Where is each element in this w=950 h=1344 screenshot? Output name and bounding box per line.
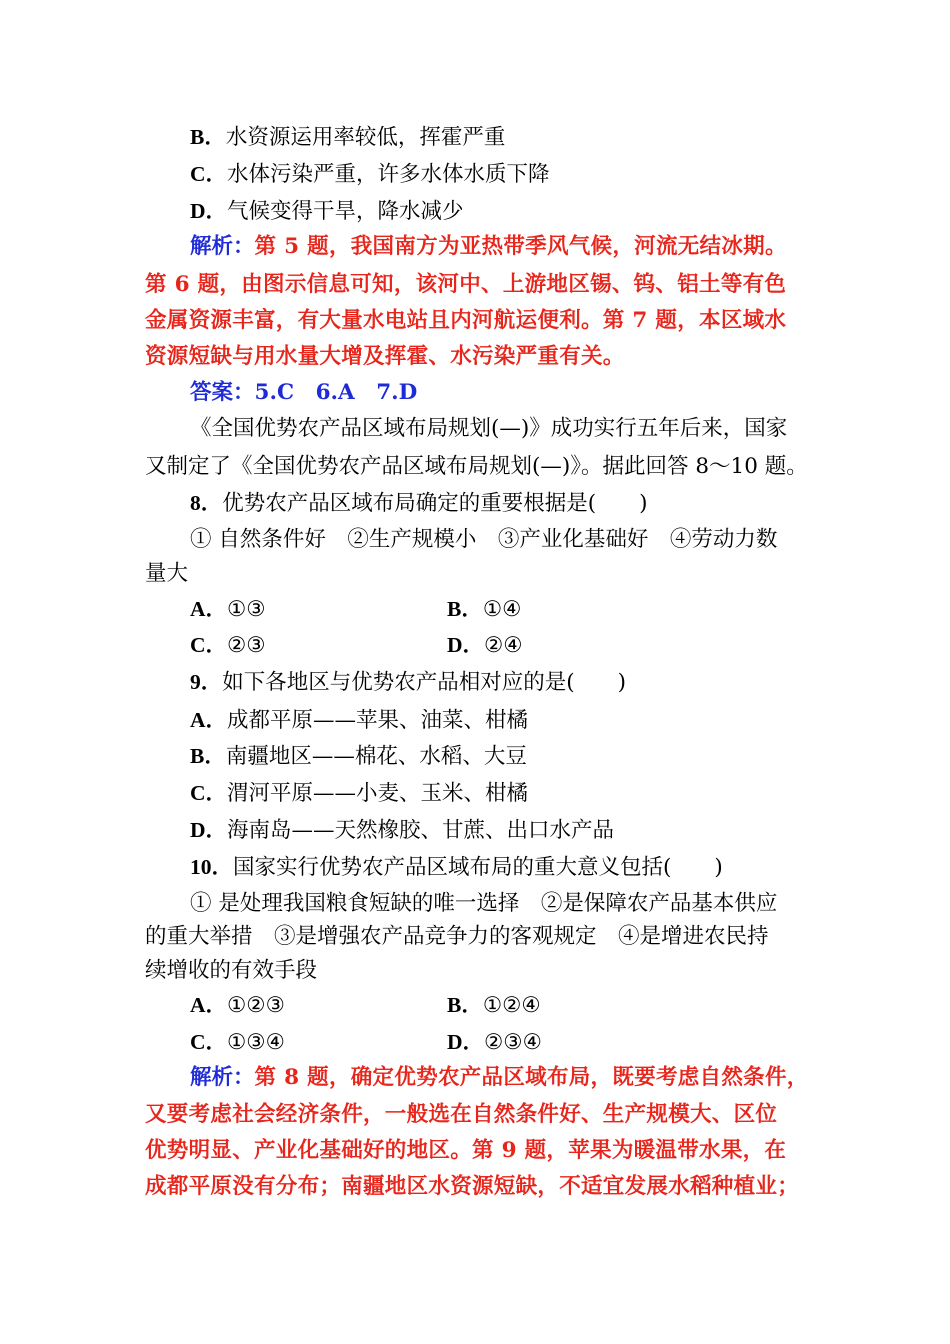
option-label: D． [447,633,485,657]
text-line [190,594,266,624]
line-text: ① 自然条件好 ②生产规模小 ③产业化基础好 ④劳动力数 [190,527,778,552]
text-line [190,196,464,226]
line-text: 量大 [145,561,189,586]
line-text: 第 6 题，由图示信息可知，该河中、上游地区锡、钨、铝土等有色 [145,272,787,297]
option-label: C． [190,1030,228,1054]
text-line [190,1027,285,1057]
option-label: A． [190,993,228,1017]
line-text: 渭河平原——小麦、玉米、柑橘 [227,781,529,806]
line-text: 第 8 题，确定优势农产品区域布局，既要考虑自然条件， [254,1065,809,1090]
line-text: ②④ [484,633,523,658]
text-line [190,990,285,1020]
line-text: 金属资源丰富，有大量水电站且内河航运便利。第 7 题，本区域水 [145,308,787,333]
line-text: 成都平原没有分布；南疆地区水资源短缺，不适宜发展水稻种植业； [145,1174,800,1199]
text-line [145,559,188,589]
text-line [190,852,723,882]
line-text: 第 5 题，我国南方为亚热带季风气候，河流无结冰期。 [254,234,787,259]
option-label: A． [190,597,228,621]
line-text: 优势农产品区域布局确定的重要根据是( ) [222,491,648,516]
text-line [145,1172,799,1202]
line-text: 成都平原——苹果、油菜、柑橘 [227,708,529,733]
section-label: 5.C 6.A 7.D [254,380,418,405]
line-text: 海南岛——天然橡胶、甘蔗、出口水产品 [227,818,615,843]
text-line-right-option [447,594,521,624]
text-line [145,342,625,372]
text-line [190,159,550,189]
section-label: 答案： [190,380,255,405]
text-line [190,667,626,697]
line-text: 水体污染严重，许多水体水质下降 [227,162,550,187]
line-text: ①③ [227,597,266,622]
line-text: 南疆地区——棉花、水稻、大豆 [225,744,527,769]
option-label: 10． [190,855,234,879]
line-text: 又要考虑社会经济条件，一般选在自然条件好、生产规模大、区位 [145,1102,778,1127]
line-text: ②③ [227,633,266,658]
text-line [190,525,777,555]
line-text: 优势明显、产业化基础好的地区。第 9 题，苹果为暖温带水果，在 [145,1138,787,1163]
text-line [190,815,614,845]
option-label: C． [190,633,228,657]
text-line [190,488,648,518]
line-text: 资源短缺与用水量大增及挥霍、水污染严重有关。 [145,344,625,369]
text-line [145,956,317,986]
text-line-right-option [447,630,523,660]
option-label: A． [190,708,228,732]
line-text: ①②④ [482,993,541,1018]
line-text: 的重大举措 ③是增强农产品竞争力的客观规定 ④是增进农民持 [145,924,769,949]
option-label: D． [447,1030,485,1054]
text-line [145,1136,786,1166]
option-label: 9． [190,670,223,694]
line-text: 如下各地区与优势农产品相对应的是( ) [222,670,627,695]
section-label: 解析： [190,1065,255,1090]
text-line [145,270,786,300]
text-line [145,922,769,952]
text-line [190,378,417,408]
text-line-right-option [447,1027,542,1057]
option-label: C． [190,781,228,805]
text-line [190,889,777,919]
text-line [190,741,527,771]
line-text: 气候变得干旱，降水减少 [227,199,464,224]
text-line [145,452,808,482]
option-label: B． [447,597,483,621]
section-label: 解析： [190,234,255,259]
line-text: ①③④ [227,1030,285,1055]
line-text: ②③④ [484,1030,542,1055]
line-text: 续增收的有效手段 [145,958,318,983]
text-line [190,414,787,444]
text-line [190,630,266,660]
option-label: B． [190,125,226,149]
line-text: 国家实行优势农产品区域布局的重大意义包括( ) [233,855,723,880]
line-text: 又制定了《全国优势农产品区域布局规划(—)》。据此回答 8～10 题。 [145,454,808,479]
option-label: 8． [190,491,223,515]
text-line [190,778,528,808]
text-line [145,306,786,336]
text-line [145,1100,777,1130]
option-label: B． [447,993,483,1017]
text-line [190,232,787,262]
line-text: ①②③ [227,993,285,1018]
text-line [190,1063,809,1093]
text-line-right-option [447,990,541,1020]
text-line [190,705,528,735]
line-text: 水资源运用率较低，挥霍严重 [225,125,506,150]
line-text: ① 是处理我国粮食短缺的唯一选择 ②是保障农产品基本供应 [190,891,778,916]
option-label: B． [190,744,226,768]
option-label: D． [190,199,228,223]
option-label: C． [190,162,228,186]
option-label: D． [190,818,228,842]
line-text: ①④ [482,597,522,622]
line-text: 《全国优势农产品区域布局规划(—)》成功实行五年后来，国家 [190,416,788,441]
text-line [190,122,505,152]
